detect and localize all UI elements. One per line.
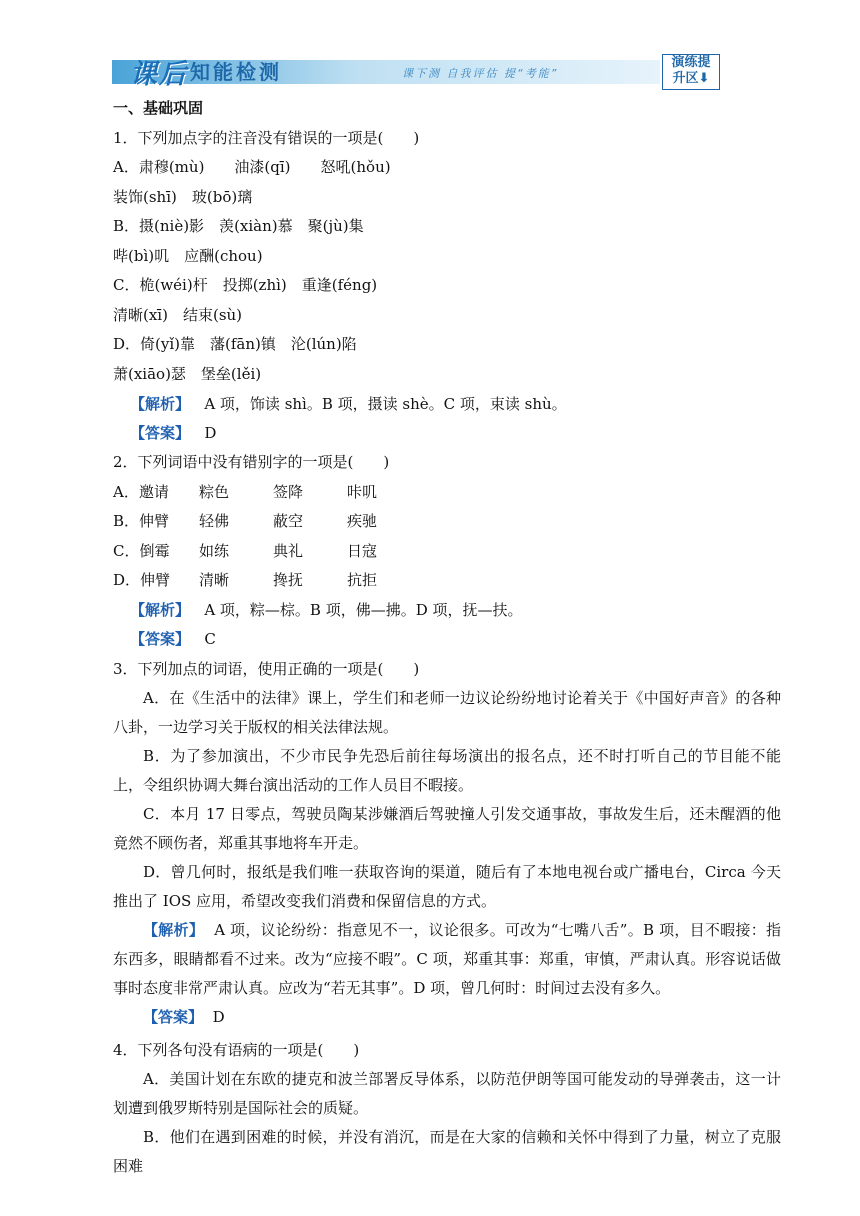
q1-option-c-line1: C．桅(wéi)杆 投掷(zhì) 重逢(féng) <box>113 276 378 294</box>
q4-option-a: A．美国计划在东欧的捷克和波兰部署反导体系，以防范伊朗等国可能发动的导弹袭击，这一计划遭到俄罗斯特别是国际社会的质疑。 <box>113 1070 781 1117</box>
q1-option-a-line1: A．肃穆(mù) 油漆(qī) 怒吼(hǒu) <box>113 158 391 176</box>
q3-analysis <box>113 916 781 1003</box>
q2-c-word-2: 如练 <box>199 542 230 560</box>
q1-option-b-line2: 哔(bì)叽 应酬(chou) <box>113 247 263 265</box>
q2-c-word-3: 典礼 <box>273 542 304 560</box>
q3-option-a: A．在《生活中的法律》课上，学生们和老师一边议论纷纷地讨论着关于《中国好声音》的各种八卦，一边学习关于版权的相关法律法规。 <box>113 689 781 736</box>
q2-answer-text: C <box>204 630 216 648</box>
answer-label: 【答案】 <box>143 1008 204 1026</box>
q2-b-word-2: 轻佛 <box>199 512 230 530</box>
q4-option-b: B．他们在遇到困难的时候，并没有消沉，而是在大家的信赖和关怀中得到了力量，树立了克服困难 <box>113 1128 781 1175</box>
q2-d-word-2: 清晰 <box>199 571 230 589</box>
banner-title-big: 课后 <box>130 59 188 90</box>
q3-option-b: B．为了参加演出，不少市民争先恐后前往每场演出的报名点，还不时打听自己的节目能不能上，令组织协调大舞台演出活动的工作人员目不暇接。 <box>113 747 781 794</box>
section-heading: 一、基础巩固 <box>113 99 204 117</box>
q3-answer <box>113 1003 781 1032</box>
q3-answer-text: D <box>212 1008 225 1026</box>
q2-a-word-1: A．邀请 <box>113 483 169 501</box>
q2-b-word-4: 疾驰 <box>347 512 378 530</box>
analysis-label: 【解析】 <box>130 601 191 619</box>
header-banner <box>112 54 660 90</box>
q4-stem: 4．下列各句没有语病的一项是( ) <box>113 1041 360 1059</box>
q2-option-b <box>113 510 421 532</box>
analysis-label: 【解析】 <box>143 921 205 939</box>
q3-option-c: C．本月 17 日零点，驾驶员陶某涉嫌酒后驾驶撞人引发交通事故，事故发生后，还未醒酒的他竟然不顾伤者，郑重其事地将车开走。 <box>113 805 781 852</box>
q2-option-d <box>113 569 421 591</box>
q2-d-word-1: D．伸臂 <box>113 571 171 589</box>
q1-answer <box>130 422 216 444</box>
q1-stem: 1．下列加点字的注音没有错误的一项是( ) <box>113 129 420 147</box>
q1-option-c-line2: 清晰(xī) 结束(sù) <box>113 306 243 324</box>
banner-subtitle: 课下测 自我评估 提“考能” <box>402 67 559 80</box>
q2-a-word-3: 签降 <box>273 483 304 501</box>
banner-title: 知能检测 <box>190 60 282 84</box>
answer-label: 【答案】 <box>130 424 191 442</box>
q2-c-word-4: 日寇 <box>347 542 378 560</box>
practice-badge <box>662 54 720 90</box>
q2-a-word-2: 粽色 <box>199 483 230 501</box>
q1-option-a-line2: 装饰(shī) 玻(bō)璃 <box>113 188 253 206</box>
q3-stem: 3．下列加点的词语，使用正确的一项是( ) <box>113 660 420 678</box>
q1-answer-text: D <box>204 424 217 442</box>
q2-option-c <box>113 540 421 562</box>
q2-d-word-3: 搀抚 <box>273 571 304 589</box>
q2-c-word-1: C．倒霉 <box>113 542 170 560</box>
q1-analysis-text: A 项，饰读 shì。B 项，摄读 shè。C 项，束读 shù。 <box>204 395 567 413</box>
q2-b-word-3: 蔽空 <box>273 512 304 530</box>
q2-a-word-4: 咔叽 <box>347 483 378 501</box>
badge-line-1: 演练提 <box>671 55 711 70</box>
answer-label: 【答案】 <box>130 630 191 648</box>
q2-analysis <box>130 599 523 621</box>
q1-analysis <box>130 393 567 415</box>
badge-line-2: 升区⬇ <box>672 71 710 86</box>
q2-stem: 2．下列词语中没有错别字的一项是( ) <box>113 453 390 471</box>
q2-option-a <box>113 481 421 503</box>
q2-analysis-text: A 项，粽—棕。B 项，佛—拂。D 项，抚—扶。 <box>204 601 523 619</box>
q2-b-word-1: B．伸臂 <box>113 512 170 530</box>
q1-option-d-line1: D．倚(yǐ)靠 藩(fān)镇 沦(lún)陷 <box>113 335 357 353</box>
q1-option-b-line1: B．摄(niè)影 羡(xiàn)慕 聚(jù)集 <box>113 217 364 235</box>
analysis-label: 【解析】 <box>130 395 191 413</box>
q3-option-d: D．曾几何时，报纸是我们唯一获取咨询的渠道，随后有了本地电视台或广播电台，Circa 今天推出了 IOS 应用，希望改变我们消费和保留信息的方式。 <box>113 863 781 910</box>
q2-answer <box>130 628 216 650</box>
q1-option-d-line2: 萧(xiāo)瑟 堡垒(lěi) <box>113 365 262 383</box>
q2-d-word-4: 抗拒 <box>347 571 378 589</box>
q3-options <box>113 684 781 1181</box>
q3-analysis-text: A 项，议论纷纷：指意见不一，议论很多。可改为“七嘴八舌”。B 项，目不暇接：指东西多，眼睛都看不过来。改为“应接不暇”。C 项，郑重其事：郑重，审慎，严肃认真。形容说话做事时态度非常严肃认真。应改为“若无其事”。D 项，曾几何时：时间过去没有多久。 <box>113 921 781 997</box>
